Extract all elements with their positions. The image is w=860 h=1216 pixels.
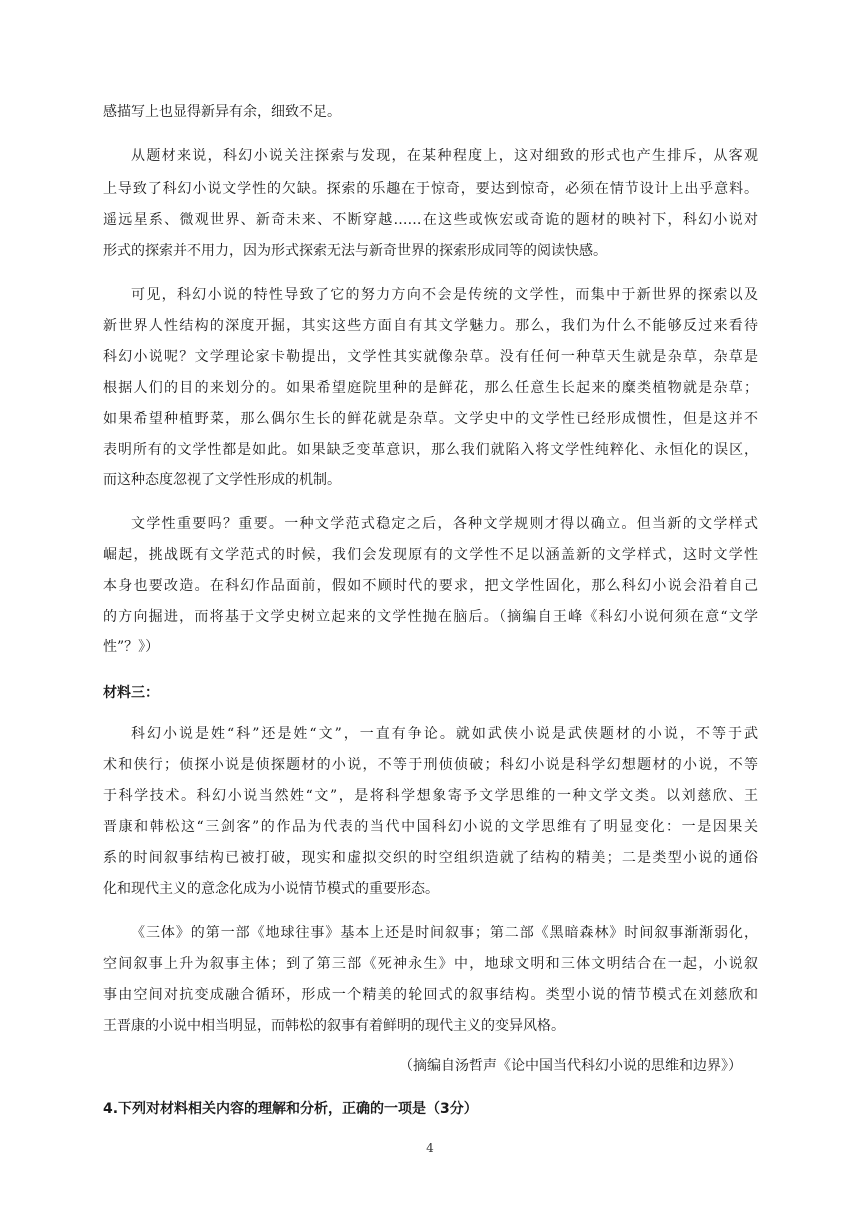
paragraph-line: 王晋康的小说中相当明显，而韩松的叙事有着鲜明的现代主义的变异风格。 bbox=[103, 1018, 565, 1034]
paragraph-line: 感描写上也显得新异有余，细致不足。 bbox=[103, 104, 341, 120]
source-citation: （摘编自汤哲声《论中国当代科幻小说的思维和边界》） bbox=[399, 1058, 742, 1074]
paragraph-line: 系的时间叙事结构已被打破，现实和虚拟交织的时空组织造就了结构的精美；二是类型小说的通俗 bbox=[103, 850, 758, 866]
paragraph-line: 《三体》的第一部《地球往事》基本上还是时间叙事；第二部《黑暗森林》时间叙事渐渐弱化， bbox=[131, 925, 758, 941]
material-3-heading: 材料三： bbox=[103, 685, 159, 701]
paragraph-line: 从题材来说，科幻小说关注探索与发现，在某种程度上，这对细致的形式也产生排斥，从客观 bbox=[131, 148, 758, 164]
paragraph-line: 性”？》） bbox=[103, 639, 160, 655]
paragraph-line: 上导致了科幻小说文学性的欠缺。探索的乐趣在于惊奇，要达到惊奇，必须在情节设计上出乎意料。 bbox=[103, 181, 758, 197]
paragraph-line: 化和现代主义的意念化成为小说情节模式的重要形态。 bbox=[103, 881, 439, 897]
paragraph-line: 空间叙事上升为叙事主体；到了第三部《死神永生》中，地球文明和三体文明结合在一起，小说叙 bbox=[103, 956, 758, 972]
paragraph-line: 事由空间对抗变成融合循环，形成一个精美的轮回式的叙事结构。类型小说的情节模式在刘慈欣和 bbox=[103, 987, 758, 1003]
paragraph-line: 新世界人性结构的深度开掘，其实这些方面自有其文学魅力。那么，我们为什么不能够反过来看待 bbox=[103, 318, 758, 334]
paragraph-line: 的方向掘进，而将基于文学史树立起来的文学性抛在脑后。（摘编自王峰《科幻小说何须在意“文学 bbox=[103, 609, 758, 625]
paragraph-line: 于科学技术。科幻小说当然姓“文”，是将科学想象寄予文学思维的一种文学文类。以刘慈欣、王 bbox=[103, 788, 758, 804]
paragraph-line: 而这种态度忽视了文学性形成的机制。 bbox=[103, 472, 341, 488]
paragraph-line: 遥远星系、微观世界、新奇未来、不断穿越……在这些或恢宏或奇诡的题材的映衬下，科幻小说对 bbox=[103, 212, 758, 228]
paragraph-line: 文学性重要吗？重要。一种文学范式稳定之后，各种文学规则才得以确立。但当新的文学样式 bbox=[131, 516, 758, 532]
question-4: 4.下列对材料相关内容的理解和分析，正确的一项是（3分） bbox=[103, 1101, 478, 1117]
paragraph-line: 表明所有的文学性都是如此。如果缺乏变革意识，那么我们就陷入将文学性纯粹化、永恒化的误区， bbox=[103, 442, 758, 458]
paragraph-line: 形式的探索并不用力，因为形式探索无法与新奇世界的探索形成同等的阅读快感。 bbox=[103, 243, 607, 259]
paragraph-line: 本身也要改造。在科幻作品面前，假如不顾时代的要求，把文学性固化，那么科幻小说会沿着自己 bbox=[103, 578, 758, 594]
page-number: 4 bbox=[426, 1141, 434, 1155]
paragraph-line: 如果希望种植野菜，那么偶尔生长的鲜花就是杂草。文学史中的文学性已经形成惯性，但是这并不 bbox=[103, 411, 758, 427]
paragraph-line: 根据人们的目的来划分的。如果希望庭院里种的是鲜花，那么任意生长起来的糜类植物就是杂草； bbox=[103, 380, 758, 396]
paragraph-line: 崛起，挑战既有文学范式的时候，我们会发现原有的文学性不足以涵盖新的文学样式，这时文学性 bbox=[103, 547, 758, 563]
paragraph-line: 晋康和韩松这“三剑客”的作品为代表的当代中国科幻小说的文学思维有了明显变化：一是因果关 bbox=[103, 819, 758, 835]
paragraph-line: 术和侠行；侦探小说是侦探题材的小说，不等于刑侦侦破；科幻小说是科学幻想题材的小说，不等 bbox=[103, 757, 758, 773]
paragraph-line: 可见，科幻小说的特性导致了它的努力方向不会是传统的文学性，而集中于新世界的探索以及 bbox=[131, 287, 758, 303]
paragraph-line: 科幻小说呢？文学理论家卡勒提出，文学性其实就像杂草。没有任何一种草天生就是杂草，杂草是 bbox=[103, 349, 758, 365]
paragraph-line: 科幻小说是姓“科”还是姓“文”，一直有争论。就如武侠小说是武侠题材的小说，不等于武 bbox=[131, 726, 758, 742]
